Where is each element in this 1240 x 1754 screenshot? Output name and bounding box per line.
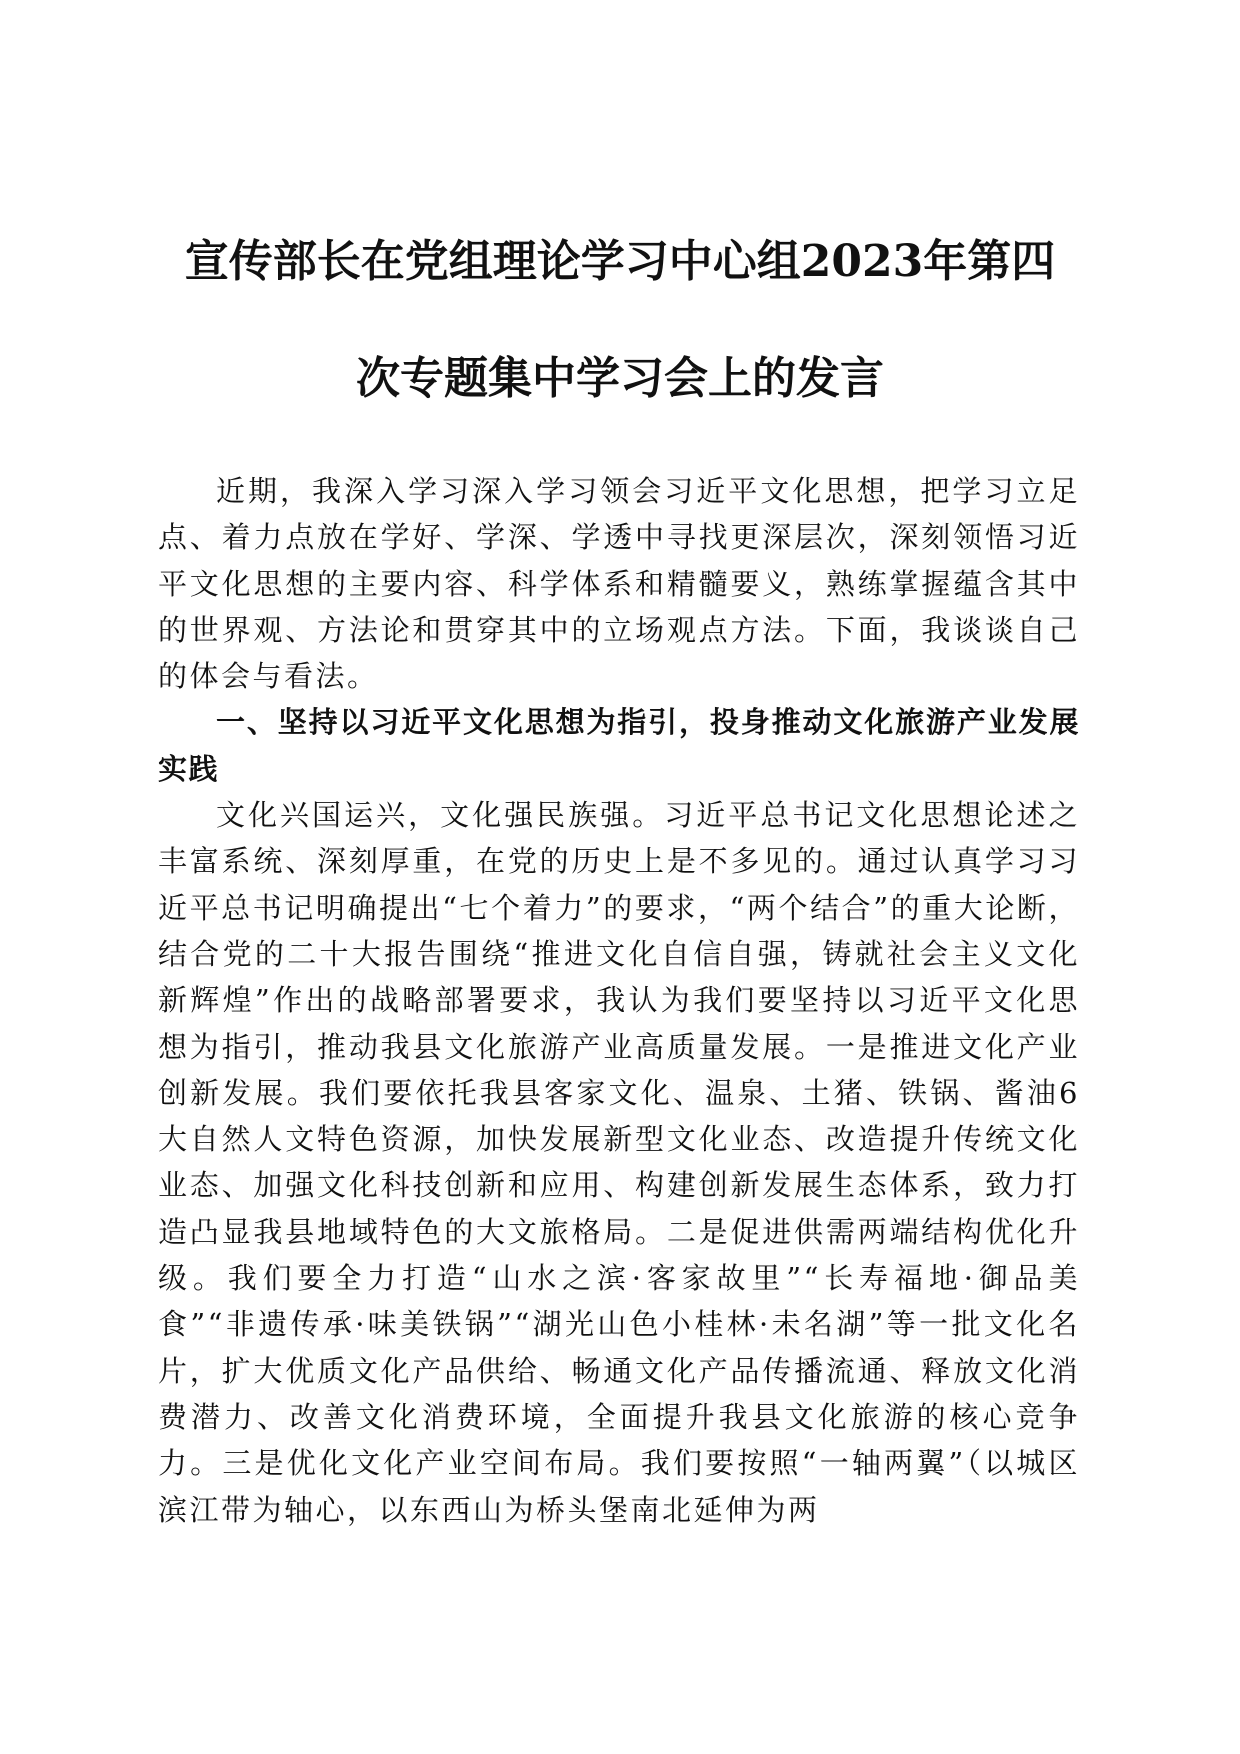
document-body xyxy=(158,468,1080,1533)
section-heading-1: 一、坚持以习近平文化思想为指引，投身推动文化旅游产业发展实践 xyxy=(158,705,1080,786)
document-title-line-1: 宣传部长在党组理论学习中心组2023年第四 xyxy=(184,236,1056,287)
intro-paragraph: 近期，我深入学习深入学习领会习近平文化思想，把学习立足点、着力点放在学好、学深、学透中寻找更深层次，深刻领悟习近平文化思想的主要内容、科学体系和精髓要义，熟练掌握蕴含其中的世界观、方法论和贯穿其中的立场观点方法。下面，我谈谈自己的体会与看法。 xyxy=(158,474,1080,694)
document-title-line-2: 次专题集中学习会上的发言 xyxy=(356,353,884,404)
section-1-paragraph: 文化兴国运兴，文化强民族强。习近平总书记文化思想论述之丰富系统、深刻厚重，在党的历史上是不多见的。通过认真学习习近平总书记明确提出“七个着力”的要求，“两个结合”的重大论断，结合党的二十大报告围绕“推进文化自信自强，铸就社会主义文化新辉煌”作出的战略部署要求，我认为我们要坚持以习近平文化思想为指引，推动我县文化旅游产业高质量发展。一是推进文化产业创新发展。我们要依托我县客家文化、温泉、土猪、铁锅、酱油6大自然人文特色资源，加快发展新型文化业态、改造提升传统文化业态、加强文化科技创新和应用、构建创新发展生态体系，致力打造凸显我县地域特色的大文旅格局。二是促进供需两端结构优化升级。我们要全力打造“山水之滨·客家故里”“长寿福地·御品美食”“非遗传承·味美铁锅”“湖光山色小桂林·未名湖”等一批文化名片，扩大优质文化产品供给、畅通文化产品传播流通、释放文化消费潜力、改善文化消费环境，全面提升我县文化旅游的核心竞争力。三是优化文化产业空间布局。我们要按照“一轴两翼”（以城区滨江带为轴心，以东西山为桥头堡南北延伸为两 xyxy=(158,798,1080,1527)
